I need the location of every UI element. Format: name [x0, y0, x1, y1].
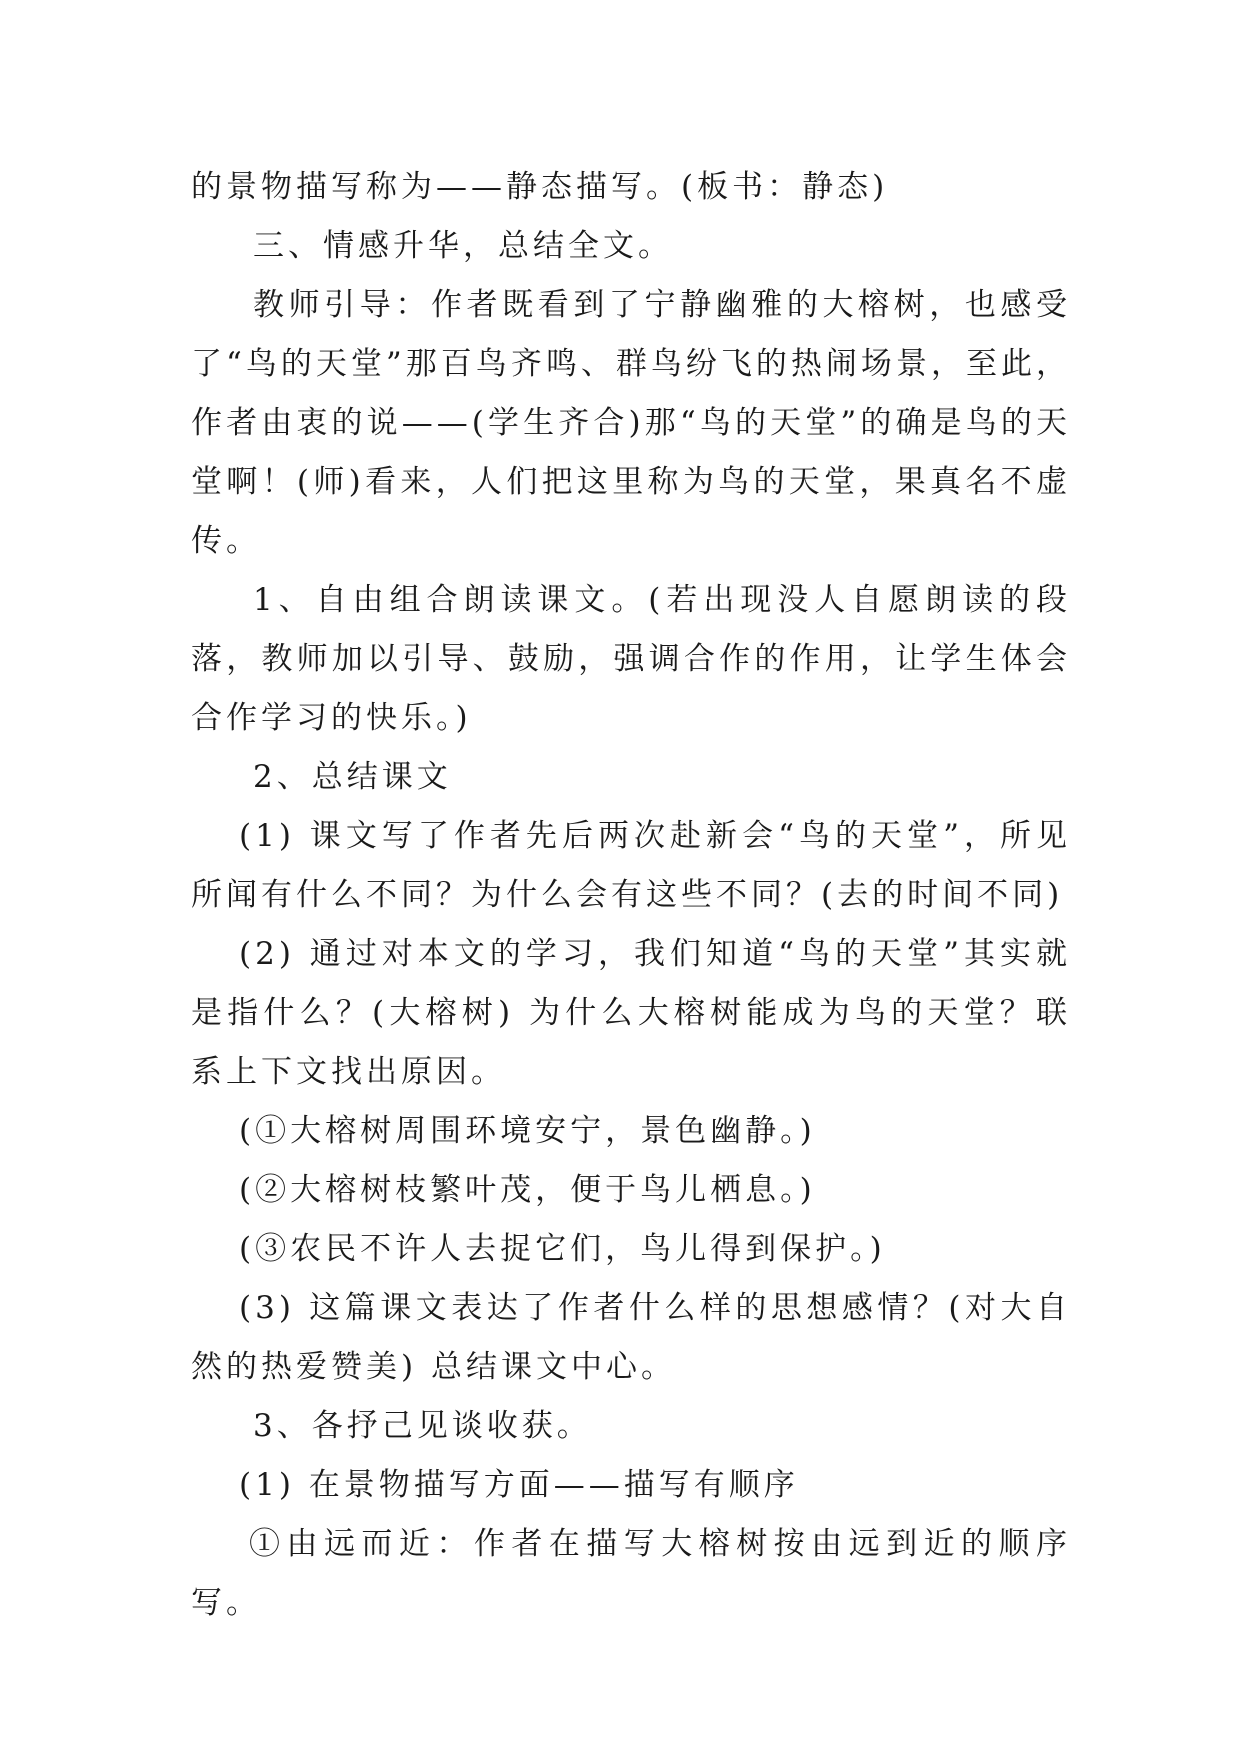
- paragraph-reason-2: (②大榕树枝繁叶茂，便于鸟儿栖息。): [239, 1172, 816, 1208]
- paragraph-item-3: 3、各抒己见谈收获。: [253, 1408, 592, 1444]
- paragraph-static-description: 的景物描写称为——静态描写。(板书：静态): [191, 169, 889, 205]
- paragraph-reason-3: (③农民不许人去捉它们，鸟儿得到保护。): [239, 1231, 886, 1267]
- paragraph-subitem-scenery: (1) 在景物描写方面——描写有顺序: [239, 1467, 799, 1503]
- paragraph-subitem-1: (1) 课文写了作者先后两次赴新会“鸟的天堂”，所见所闻有什么不同？为什么会有这些不同？(去的时间不同): [191, 818, 1071, 913]
- paragraph-item-2: 2、总结课文: [253, 759, 452, 795]
- paragraph-subitem-3: (3) 这篇课文表达了作者什么样的思想感情？(对大自然的热爱赞美) 总结课文中心。: [191, 1290, 1071, 1385]
- paragraph-item-1: 1、自由组合朗读课文。(若出现没人自愿朗读的段落，教师加以引导、鼓励，强调合作的作用，让学生体会合作学习的快乐。): [191, 582, 1071, 736]
- document-body: [191, 158, 1071, 1633]
- paragraph-subitem-2: (2) 通过对本文的学习，我们知道“鸟的天堂”其实就是指什么？(大榕树) 为什么大榕树能成为鸟的天堂？联系上下文找出原因。: [191, 936, 1071, 1090]
- section-heading-3: 三、情感升华，总结全文。: [253, 228, 673, 264]
- paragraph-reason-1: (①大榕树周围环境安宁，景色幽静。): [239, 1113, 816, 1149]
- paragraph-far-to-near: ①由远而近：作者在描写大榕树按由远到近的顺序写。: [191, 1526, 1071, 1621]
- paragraph-teacher-guidance: 教师引导：作者既看到了宁静幽雅的大榕树，也感受了“鸟的天堂”那百鸟齐鸣、群鸟纷飞的热闹场景，至此，作者由衷的说——(学生齐合)那“鸟的天堂”的确是鸟的天堂啊！(师)看来，人们把这里称为鸟的天堂，果真名不虚传。: [191, 287, 1071, 559]
